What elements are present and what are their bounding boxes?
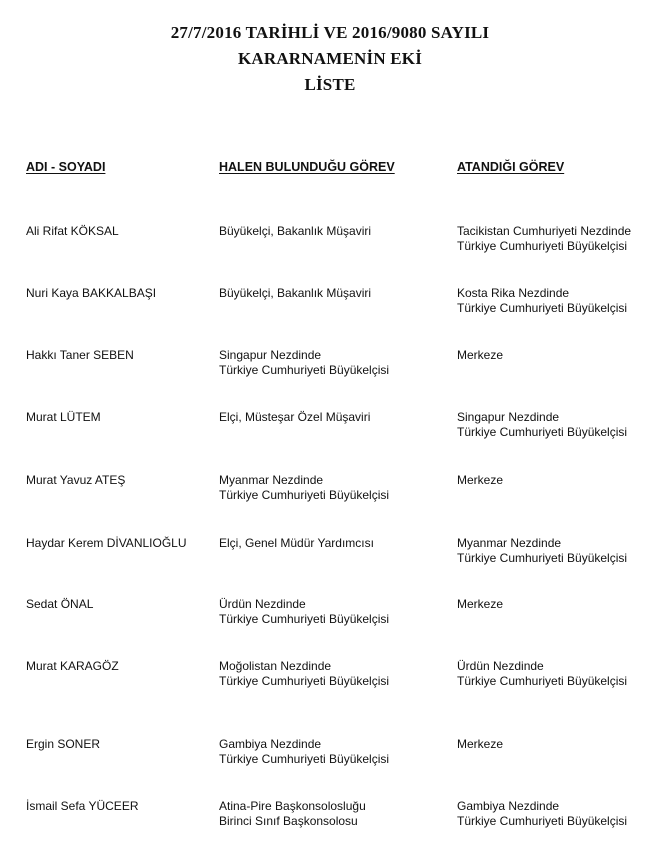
person-name: Nuri Kaya BAKKALBAŞI <box>26 286 157 300</box>
table-row <box>0 799 660 839</box>
person-name: Sedat ÖNAL <box>26 597 94 611</box>
table-row <box>0 224 660 264</box>
table-row <box>0 659 660 699</box>
person-name: Hakkı Taner SEBEN <box>26 348 134 362</box>
table-row <box>0 536 660 576</box>
assigned-post: Tacikistan Cumhuriyeti Nezdinde Türkiye Cumhuriyeti Büyükelçisi <box>457 224 632 253</box>
assigned-post: Myanmar Nezdinde Türkiye Cumhuriyeti Büyükelçisi <box>457 536 628 565</box>
table-row <box>0 597 660 637</box>
column-header-current-post: HALEN BULUNDUĞU GÖREV <box>219 160 395 174</box>
current-post: Büyükelçi, Bakanlık Müşaviri <box>219 224 372 238</box>
person-name: Murat KARAGÖZ <box>26 659 119 673</box>
decree-date-line: 27/7/2016 TARİHLİ VE 2016/9080 SAYILI <box>170 23 490 42</box>
column-header-name: ADI - SOYADI <box>26 160 106 174</box>
current-post: Ürdün Nezdinde Türkiye Cumhuriyeti Büyükelçisi <box>219 597 390 626</box>
current-post: Atina-Pire Başkonsolosluğu Birinci Sınıf Başkonsolosu <box>219 799 366 828</box>
table-row <box>0 473 660 513</box>
column-header-assigned-post: ATANDIĞI GÖREV <box>457 160 565 174</box>
assigned-post: Gambiya Nezdinde Türkiye Cumhuriyeti Büyükelçisi <box>457 799 628 828</box>
current-post: Singapur Nezdinde Türkiye Cumhuriyeti Büyükelçisi <box>219 348 390 377</box>
person-name: Haydar Kerem DİVANLIOĞLU <box>26 536 187 550</box>
assigned-post: Ürdün Nezdinde Türkiye Cumhuriyeti Büyükelçisi <box>457 659 628 688</box>
decree-annex-line: KARARNAMENİN EKİ <box>237 49 423 68</box>
person-name: Murat Yavuz ATEŞ <box>26 473 126 487</box>
document-header <box>0 20 660 98</box>
current-post: Gambiya Nezdinde Türkiye Cumhuriyeti Büyükelçisi <box>219 737 390 766</box>
assigned-post: Kosta Rika Nezdinde Türkiye Cumhuriyeti Büyükelçisi <box>457 286 628 315</box>
assigned-post: Merkeze <box>457 348 504 362</box>
table-row <box>0 410 660 450</box>
current-post: Elçi, Genel Müdür Yardımcısı <box>219 536 374 550</box>
assigned-post: Merkeze <box>457 473 504 487</box>
table-row <box>0 348 660 388</box>
current-post: Moğolistan Nezdinde Türkiye Cumhuriyeti Büyükelçisi <box>219 659 390 688</box>
person-name: Murat LÜTEM <box>26 410 101 424</box>
person-name: Ergin SONER <box>26 737 101 751</box>
current-post: Elçi, Müsteşar Özel Müşaviri <box>219 410 371 424</box>
person-name: İsmail Sefa YÜCEER <box>26 799 139 813</box>
assigned-post: Merkeze <box>457 737 504 751</box>
assigned-post: Merkeze <box>457 597 504 611</box>
table-row <box>0 737 660 777</box>
person-name: Ali Rifat KÖKSAL <box>26 224 119 238</box>
list-title: LİSTE <box>304 75 356 94</box>
assigned-post: Singapur Nezdinde Türkiye Cumhuriyeti Büyükelçisi <box>457 410 628 439</box>
current-post: Büyükelçi, Bakanlık Müşaviri <box>219 286 372 300</box>
table-row <box>0 286 660 326</box>
current-post: Myanmar Nezdinde Türkiye Cumhuriyeti Büyükelçisi <box>219 473 390 502</box>
